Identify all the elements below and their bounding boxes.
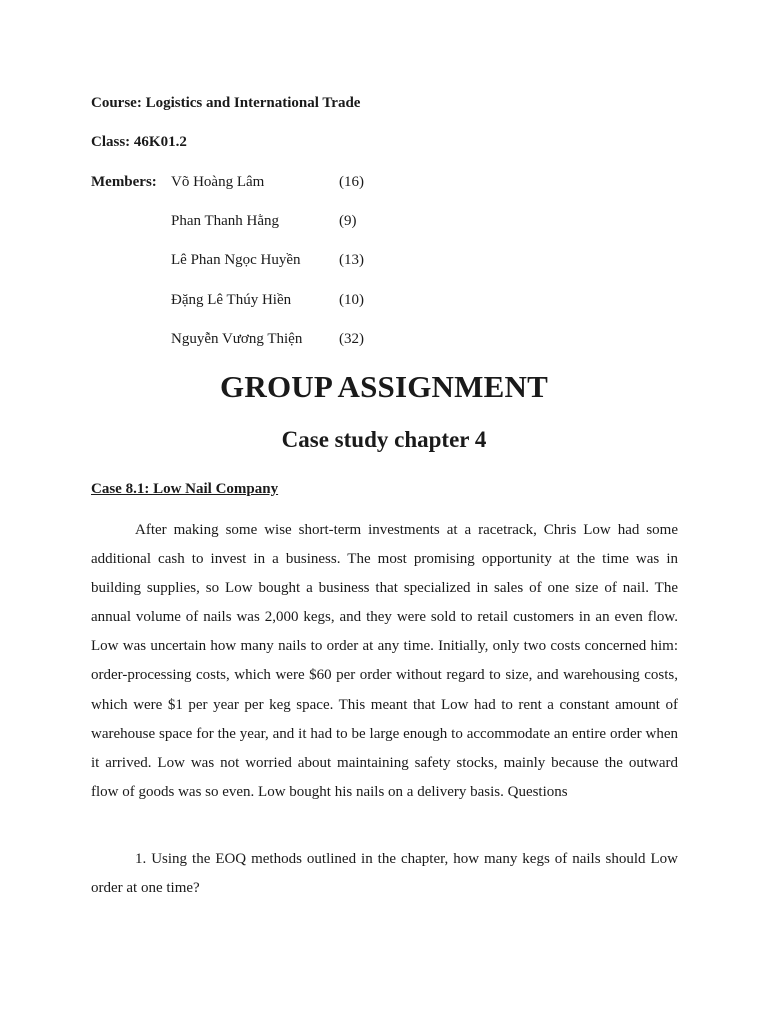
member-name: Lê Phan Ngọc Huyền — [171, 252, 301, 268]
case-paragraph: After making some wise short-term investments at a racetrack, Chris Low had some additional cash to invest in a business. The most promising opportunity at the time was in building supplies, so Low bought a business that specialized in sales of one size of nail. The annual volume of nails was 2,000 kegs, and they were sold to retail customers in an even flow. Low was uncertain how many nails to order at any time. Initially, only two costs concerned him: order-processing costs, which were $60 per order without regard to size, and warehousing costs, which were $1 per year per keg space. This meant that Low had to rent a constant amount of warehouse space for the year, and it had to be large enough to accommodate an entire order when it arrived. Low was not worried about maintaining safety stocks, mainly because the outward flow of goods was so even. Low bought his nails on a delivery basis. Questions — [91, 522, 678, 800]
member-number: (9) — [339, 213, 357, 229]
course-line — [91, 93, 360, 113]
member-name: Nguyễn Vương Thiện — [171, 331, 303, 347]
page-subtitle: Case study chapter 4 — [281, 427, 487, 452]
member-name: Võ Hoàng Lâm — [171, 174, 265, 190]
course-label: Course: — [91, 95, 142, 111]
members-label: Members: — [91, 174, 157, 190]
course-value: Logistics and International Trade — [145, 95, 361, 111]
case-heading: Case 8.1: Low Nail Company — [91, 481, 279, 497]
class-label: Class: — [91, 134, 131, 150]
member-number: (10) — [339, 292, 364, 308]
class-value: 46K01.2 — [133, 134, 187, 150]
member-name: Phan Thanh Hằng — [171, 213, 280, 229]
member-number: (32) — [339, 331, 364, 347]
class-line — [91, 132, 187, 152]
member-name: Đặng Lê Thúy Hiền — [171, 292, 292, 308]
question-item: 1. Using the EOQ methods outlined in the chapter, how many kegs of nails should Low order at one time? — [91, 851, 678, 896]
member-number: (16) — [339, 174, 364, 190]
page-title: GROUP ASSIGNMENT — [220, 369, 548, 404]
member-number: (13) — [339, 252, 364, 268]
